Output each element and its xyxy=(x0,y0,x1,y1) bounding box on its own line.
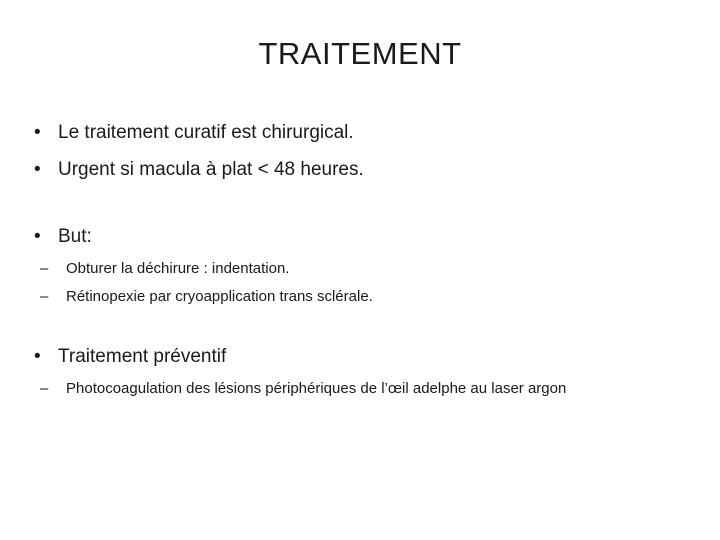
sub-bullet-text: Obturer la déchirure : indentation. xyxy=(66,260,290,277)
sub-bullet-item xyxy=(40,258,289,280)
bullet-marker: • xyxy=(34,122,41,143)
sub-bullet-text: Photocoagulation des lésions périphériques de l’œil adelphe au laser argon xyxy=(66,380,567,397)
sub-bullet-marker: – xyxy=(40,260,49,277)
slide-title: TRAITEMENT xyxy=(258,36,462,71)
sub-bullet-item xyxy=(40,286,373,308)
bullet-marker: • xyxy=(34,159,41,180)
bullet-text: But: xyxy=(58,226,92,247)
bullet-text: Traitement préventif xyxy=(58,346,227,367)
bullet-text: Urgent si macula à plat < 48 heures. xyxy=(58,159,364,180)
bullet-item xyxy=(34,120,354,146)
bullet-marker: • xyxy=(34,346,41,367)
sub-bullet-marker: – xyxy=(40,380,49,397)
sub-bullet-marker: – xyxy=(40,288,49,305)
sub-bullet-item xyxy=(40,378,566,400)
bullet-text: Le traitement curatif est chirurgical. xyxy=(58,122,354,143)
bullet-item xyxy=(34,157,364,183)
sub-bullet-text: Rétinopexie par cryoapplication trans sclérale. xyxy=(66,288,373,305)
bullet-marker: • xyxy=(34,226,41,247)
bullet-item xyxy=(34,344,226,370)
bullet-item xyxy=(34,224,92,250)
